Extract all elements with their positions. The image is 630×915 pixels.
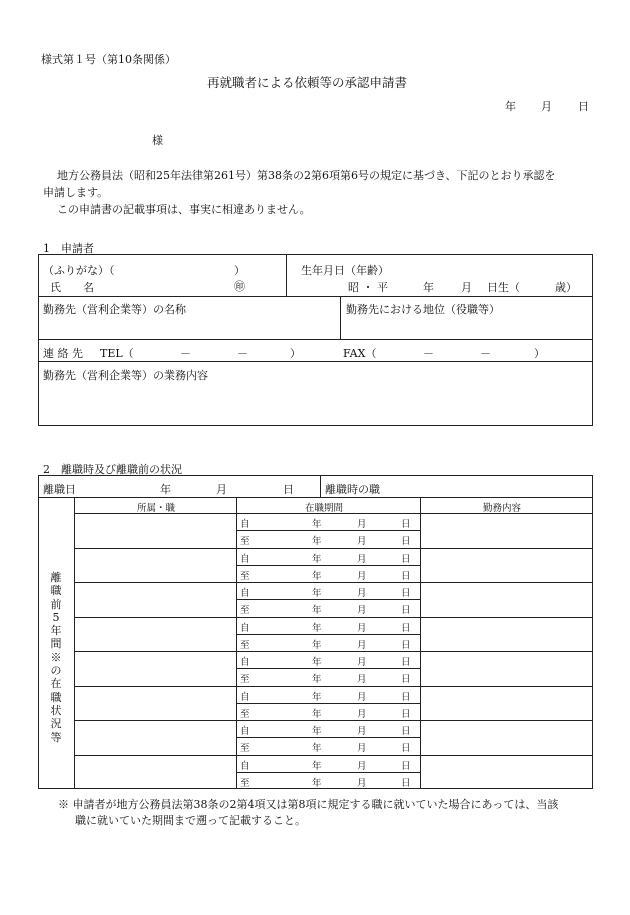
period-to-day: 日	[401, 777, 411, 789]
fax-label: FAX（	[343, 347, 377, 360]
period-row-divider	[236, 599, 420, 600]
body-paragraph-2: この申請書の記載事項は、事実に相違ありません。	[57, 203, 311, 216]
addressee: 様	[152, 134, 163, 147]
date-year: 年	[505, 100, 516, 113]
retire-year: 年	[160, 483, 171, 496]
fax-dash-1: －	[423, 347, 434, 360]
period-row-divider	[236, 703, 420, 704]
table-row-divider	[74, 720, 593, 721]
tel-dash-2: －	[237, 347, 248, 360]
period-to-day: 日	[401, 570, 411, 582]
date-month: 月	[541, 100, 552, 113]
table-row-divider	[74, 651, 593, 652]
retire-month: 月	[216, 483, 227, 496]
period-from-label: 自	[240, 691, 250, 703]
birthdate-label: 生年月日（年齢）	[301, 264, 389, 277]
period-to-month: 月	[357, 639, 367, 651]
period-to-day: 日	[401, 639, 411, 651]
period-row-divider	[236, 737, 420, 738]
period-from-year: 年	[312, 726, 322, 737]
period-from-month: 月	[357, 553, 367, 565]
divider	[38, 497, 593, 498]
career-side-label: 離職前5年間※の在職状況等	[50, 571, 62, 744]
period-from-year: 年	[312, 519, 322, 530]
retire-post-label: 離職時の職	[325, 483, 380, 496]
period-from-month: 月	[357, 622, 367, 634]
period-from-day: 日	[401, 657, 411, 668]
period-row-divider	[236, 565, 420, 566]
seal-mark: ㊞	[234, 280, 245, 293]
period-to-day: 日	[401, 536, 411, 548]
period-to-label: 至	[240, 570, 250, 582]
birth-year: 年	[423, 281, 434, 294]
period-from-month: 月	[357, 691, 367, 703]
position-label: 勤務先における地位（役職等）	[346, 303, 500, 316]
table-row-divider	[74, 582, 593, 583]
period-to-day: 日	[401, 743, 411, 755]
period-from-year: 年	[312, 657, 322, 668]
period-to-year: 年	[312, 674, 322, 686]
divider	[236, 497, 237, 789]
birth-day: 日生（	[487, 281, 520, 294]
period-row-divider	[236, 668, 420, 669]
period-from-label: 自	[240, 726, 250, 737]
period-from-year: 年	[312, 622, 322, 634]
period-from-label: 自	[240, 622, 250, 634]
tel-label: TEL（	[100, 347, 134, 360]
period-to-label: 至	[240, 605, 250, 617]
table-row-divider	[74, 686, 593, 687]
period-row-divider	[236, 634, 420, 635]
body-paragraph-1-cont: 申請します。	[43, 186, 109, 199]
period-from-month: 月	[357, 519, 367, 530]
period-to-month: 月	[357, 570, 367, 582]
era-label: 昭 ・ 平	[348, 281, 388, 294]
period-from-year: 年	[312, 588, 322, 599]
period-to-day: 日	[401, 605, 411, 617]
period-from-day: 日	[401, 622, 411, 634]
period-to-month: 月	[357, 743, 367, 755]
period-to-label: 至	[240, 743, 250, 755]
period-to-label: 至	[240, 777, 250, 789]
divider	[38, 361, 593, 362]
business-label: 勤務先（営利企業等）の業務内容	[43, 369, 208, 382]
period-to-label: 至	[240, 639, 250, 651]
retire-day: 日	[283, 483, 294, 496]
furigana-label: （ふりがな）（	[43, 264, 115, 277]
page-title: 再就職者による依頼等の承認申請書	[207, 75, 408, 90]
period-from-month: 月	[357, 588, 367, 599]
fax-close: ）	[534, 347, 545, 360]
divider	[286, 254, 287, 296]
period-from-month: 月	[357, 726, 367, 737]
period-from-label: 自	[240, 553, 250, 565]
period-to-month: 月	[357, 605, 367, 617]
period-to-label: 至	[240, 674, 250, 686]
period-from-day: 日	[401, 588, 411, 599]
period-to-year: 年	[312, 570, 322, 582]
period-from-day: 日	[401, 553, 411, 565]
divider	[420, 497, 421, 789]
furigana-close: ）	[234, 264, 245, 277]
period-from-day: 日	[401, 691, 411, 703]
period-to-day: 日	[401, 674, 411, 686]
period-to-month: 月	[357, 708, 367, 720]
divider	[38, 339, 593, 340]
footnote-cont: 職に就いていた期間まで遡って記載すること。	[75, 814, 306, 827]
period-to-year: 年	[312, 639, 322, 651]
employer-name-label: 勤務先（営利企業等）の名称	[43, 303, 186, 316]
table-row-divider	[74, 755, 593, 756]
name-label: 氏 名	[50, 281, 94, 294]
period-row-divider	[236, 530, 420, 531]
period-to-year: 年	[312, 605, 322, 617]
age: 歳）	[555, 281, 577, 294]
period-from-year: 年	[312, 760, 322, 772]
retire-date-label: 離職日	[43, 483, 76, 496]
period-from-year: 年	[312, 691, 322, 703]
period-row-divider	[236, 772, 420, 773]
divider	[38, 296, 593, 297]
period-to-month: 月	[357, 674, 367, 686]
period-from-day: 日	[401, 519, 411, 530]
divider	[340, 296, 341, 339]
period-to-label: 至	[240, 708, 250, 720]
fax-dash-2: －	[480, 347, 491, 360]
period-from-label: 自	[240, 657, 250, 668]
period-to-day: 日	[401, 708, 411, 720]
col-duties-header: 勤務内容	[483, 503, 522, 514]
footnote: ※ 申請者が地方公務員法第38条の2第4項又は第8項に規定する職に就いていた場合にあっては、当該	[58, 798, 559, 811]
divider	[74, 497, 75, 789]
tel-close: ）	[290, 347, 301, 360]
col-affiliation-header: 所属・職	[137, 503, 176, 514]
period-to-year: 年	[312, 743, 322, 755]
col-period-header: 在職期間	[305, 503, 344, 514]
period-from-label: 自	[240, 760, 250, 772]
period-from-day: 日	[401, 726, 411, 737]
form-number: 様式第１号（第10条関係）	[41, 53, 176, 66]
period-to-month: 月	[357, 536, 367, 548]
table-row-divider	[74, 548, 593, 549]
period-from-year: 年	[312, 553, 322, 565]
period-from-label: 自	[240, 519, 250, 530]
period-from-month: 月	[357, 657, 367, 668]
period-to-month: 月	[357, 777, 367, 789]
period-from-label: 自	[240, 588, 250, 599]
contact-label: 連 絡 先	[43, 347, 83, 360]
birth-month: 月	[461, 281, 472, 294]
period-to-year: 年	[312, 777, 322, 789]
tel-dash-1: －	[180, 347, 191, 360]
table-row-divider	[74, 617, 593, 618]
period-to-label: 至	[240, 536, 250, 548]
section2-heading: 2 離職時及び離職前の状況	[43, 463, 182, 476]
divider	[320, 475, 321, 497]
body-paragraph-1: 地方公務員法（昭和25年法律第261号）第38条の2第6項第6号の規定に基づき、下記のとおり承認を	[57, 169, 556, 182]
period-to-year: 年	[312, 536, 322, 548]
period-to-year: 年	[312, 708, 322, 720]
section1-heading: 1 申請者	[43, 242, 94, 255]
date-day: 日	[578, 100, 589, 113]
period-from-day: 日	[401, 760, 411, 772]
period-from-month: 月	[357, 760, 367, 772]
